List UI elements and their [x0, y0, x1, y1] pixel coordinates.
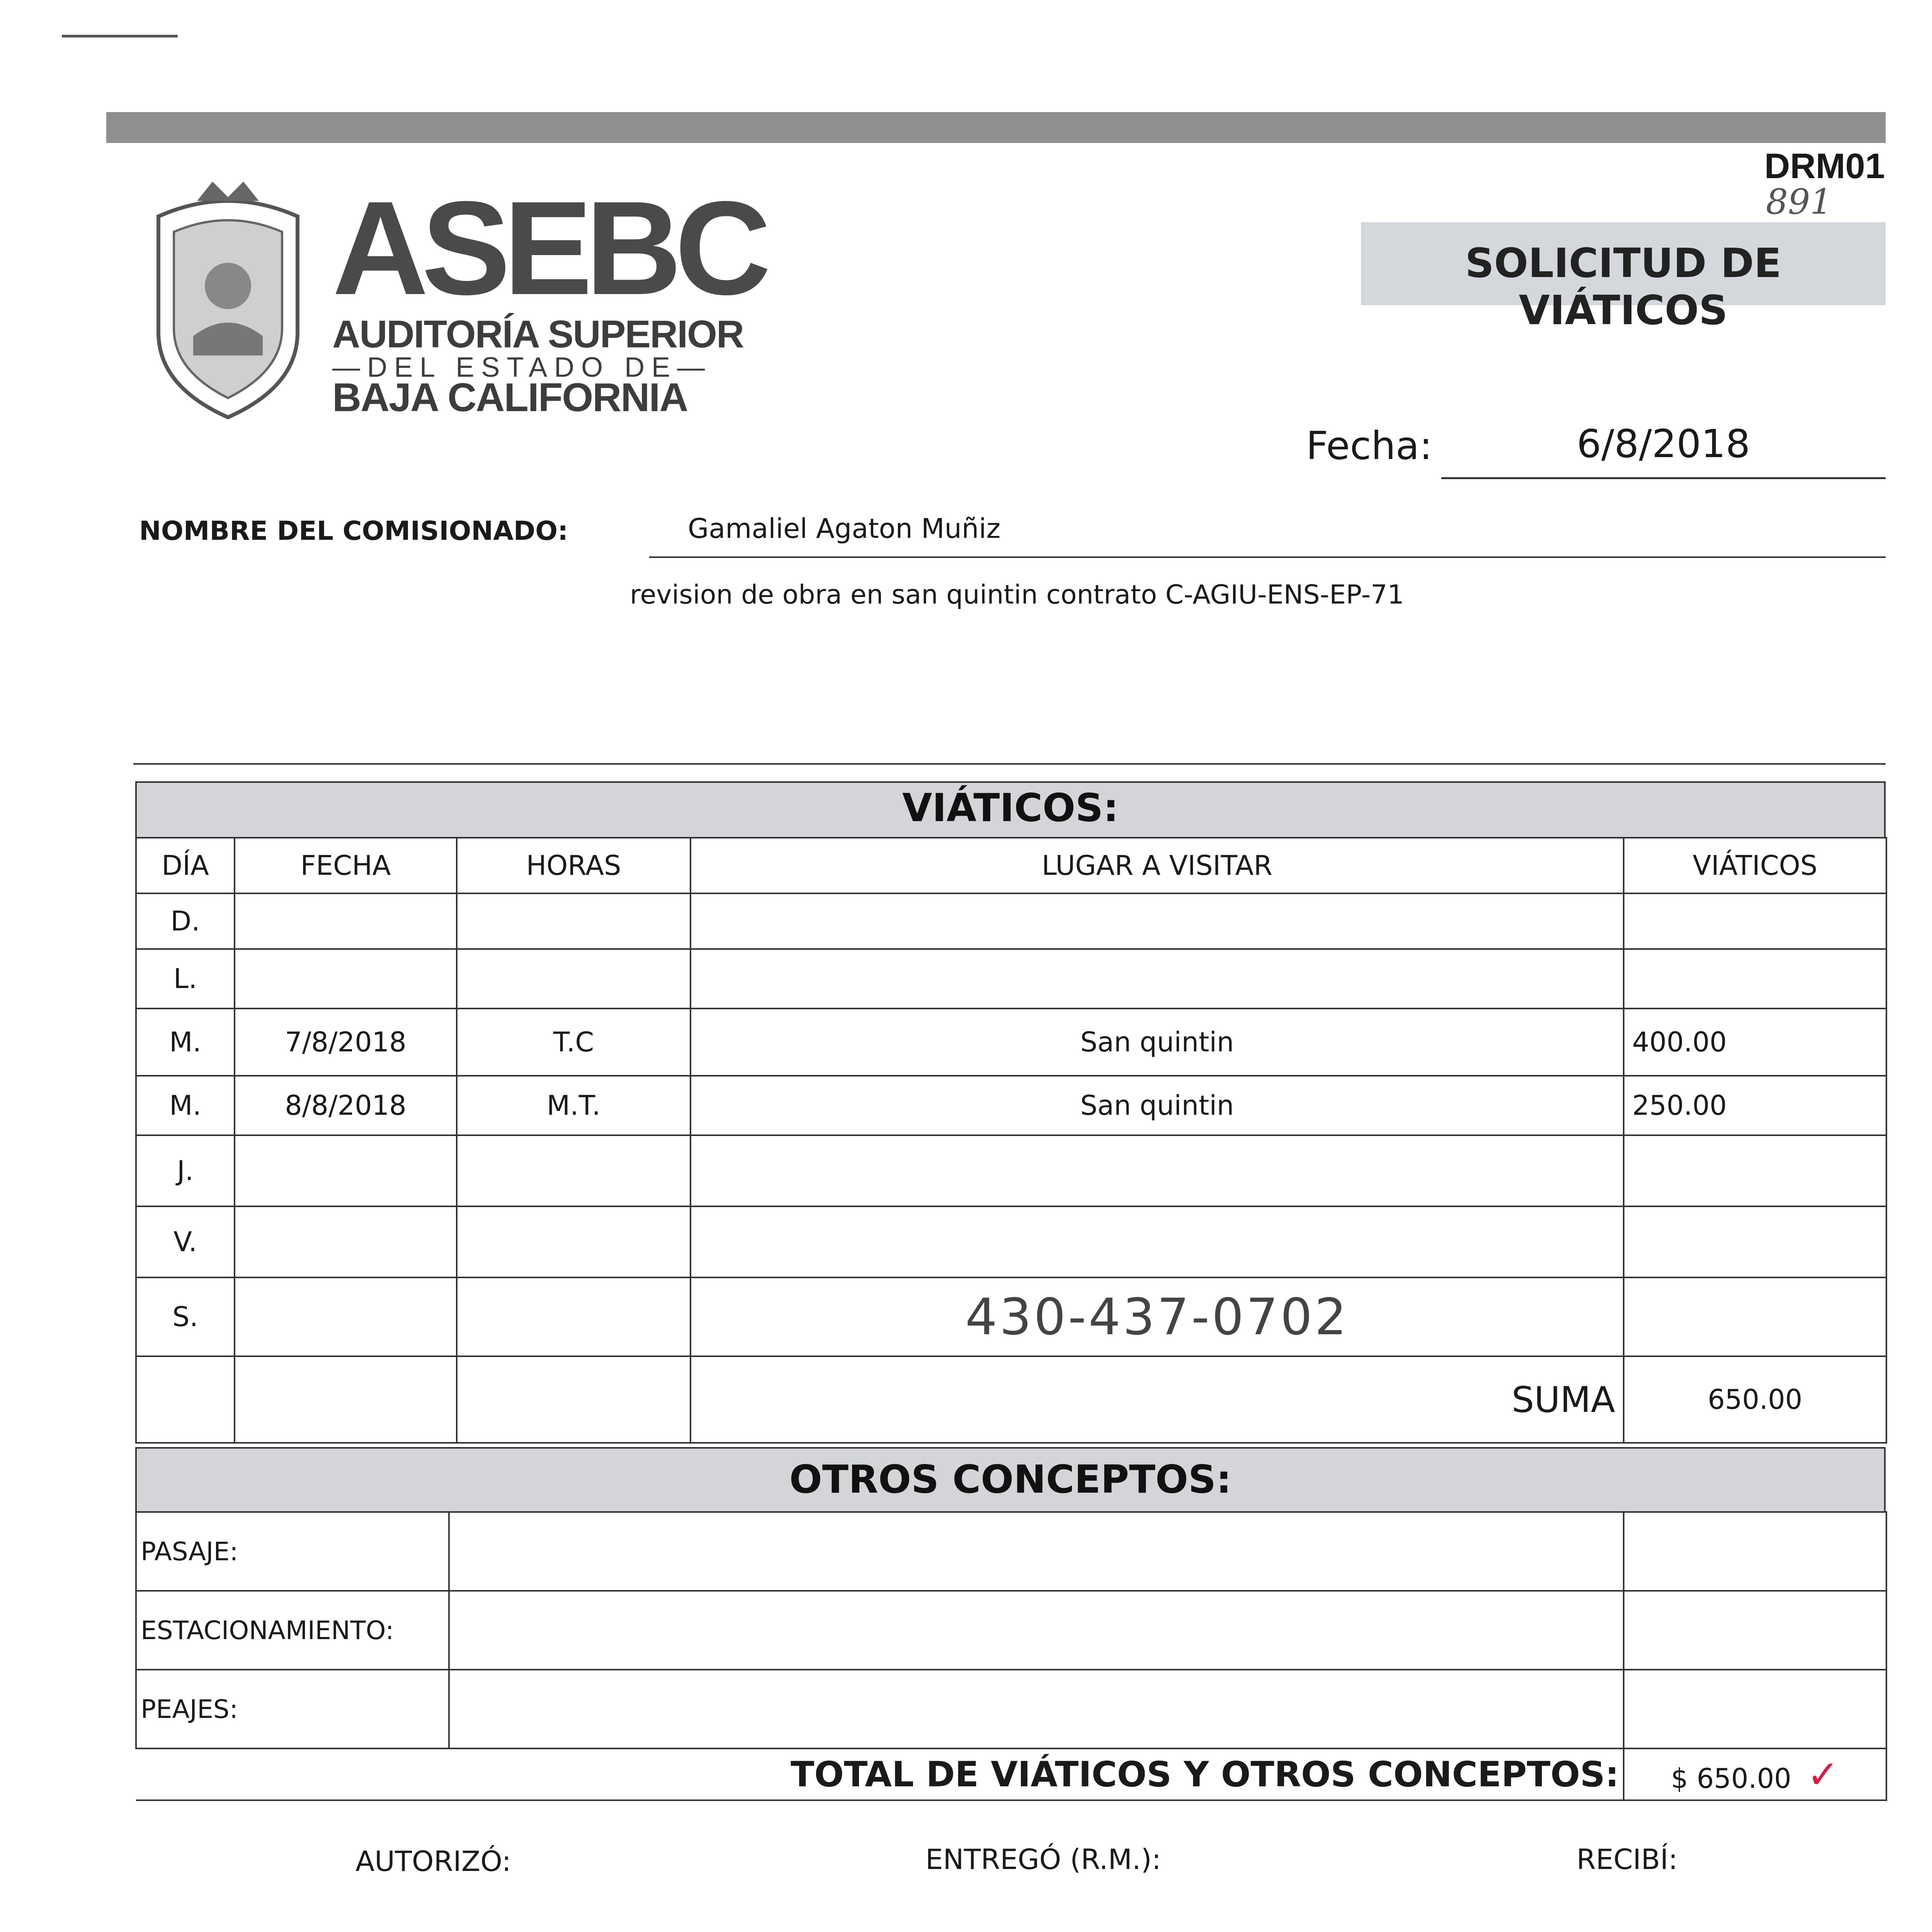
otros-label-pasaje: PASAJE:: [136, 1512, 449, 1591]
handwritten-phone: 430-437-0702: [690, 1277, 1624, 1356]
logo-line-3: BAJA CALIFORNIA: [332, 375, 688, 420]
cell-viaticos: [1624, 1135, 1886, 1206]
entrego-label: ENTREGÓ (R.M.):: [925, 1843, 1161, 1876]
cell-viaticos: [1624, 893, 1886, 949]
table-row: [136, 1076, 1886, 1135]
top-bar: [106, 112, 1886, 143]
table-row: [136, 1591, 1886, 1670]
table-row: [136, 1277, 1886, 1356]
logo-line-1: AUDITORÍA SUPERIOR: [332, 313, 744, 356]
otros-detail: [449, 1512, 1624, 1591]
viaticos-section-title: VIÁTICOS:: [135, 781, 1886, 838]
cell-dia: J.: [136, 1135, 235, 1206]
otros-section-title: OTROS CONCEPTOS:: [135, 1447, 1886, 1513]
total-cell: [1624, 1748, 1886, 1800]
otros-label-peajes: PEAJES:: [136, 1670, 449, 1748]
cell-viaticos: [1624, 949, 1886, 1009]
cell-fecha: [235, 1277, 457, 1356]
cell-empty: [136, 1356, 235, 1443]
cell-horas: [457, 893, 690, 949]
cell-viaticos: [1624, 1206, 1886, 1277]
cell-horas: [457, 949, 690, 1009]
total-label: TOTAL DE VIÁTICOS Y OTROS CONCEPTOS:: [136, 1748, 1624, 1800]
table-row: [136, 1135, 1886, 1206]
cell-fecha: 7/8/2018: [235, 1009, 457, 1076]
logo-acronym: ASEBC: [332, 174, 764, 323]
cell-horas: T.C: [457, 1009, 690, 1076]
cell-horas: M.T.: [457, 1076, 690, 1135]
otros-amount: [1624, 1512, 1886, 1591]
table-row: [136, 893, 1886, 949]
otros-amount: [1624, 1591, 1886, 1670]
column-header-fecha: FECHA: [235, 838, 457, 893]
cell-horas: [457, 1277, 690, 1356]
cell-fecha: [235, 949, 457, 1009]
table-row: [136, 1512, 1886, 1591]
motivo-underline: [133, 763, 1886, 765]
motivo-text: revision de obra en san quintin contrato C-AGIU-ENS-EP-71: [630, 580, 1404, 610]
table-row: [136, 1009, 1886, 1076]
form-title: SOLICITUD DE VIÁTICOS: [1465, 240, 1782, 334]
cell-fecha: [235, 1135, 457, 1206]
column-header-viaticos: VIÁTICOS: [1624, 838, 1886, 893]
otros-detail: [449, 1670, 1624, 1748]
cell-lugar: San quintin: [690, 1076, 1624, 1135]
suma-row: [136, 1356, 1886, 1443]
viaticos-header-row: [136, 838, 1886, 893]
comisionado-underline: [649, 556, 1886, 558]
cell-viaticos: [1624, 1277, 1886, 1356]
total-value: $ 650.00: [1671, 1762, 1791, 1794]
form-code: DRM01: [1764, 146, 1885, 186]
column-header-dia: DÍA: [136, 838, 235, 893]
otros-label-estacionamiento: ESTACIONAMIENTO:: [136, 1591, 449, 1670]
cell-dia: V.: [136, 1206, 235, 1277]
column-header-lugar: LUGAR A VISITAR: [690, 838, 1624, 893]
cell-empty: [457, 1356, 690, 1443]
fecha-value: 6/8/2018: [1577, 421, 1750, 466]
otros-detail: [449, 1591, 1624, 1670]
cell-lugar: [690, 949, 1624, 1009]
cell-dia: D.: [136, 893, 235, 949]
table-row: [136, 949, 1886, 1009]
cell-lugar: San quintin: [690, 1009, 1624, 1076]
autorizo-label: AUTORIZÓ:: [355, 1845, 511, 1878]
suma-value: 650.00: [1624, 1356, 1886, 1443]
cell-viaticos: 400.00: [1624, 1009, 1886, 1076]
logo-line-2: —DEL ESTADO DE—: [332, 352, 712, 383]
suma-label: SUMA: [690, 1356, 1624, 1443]
otros-amount: [1624, 1670, 1886, 1748]
corner-mark: [62, 35, 178, 37]
cell-horas: [457, 1206, 690, 1277]
cell-lugar: [690, 893, 1624, 949]
cell-fecha: [235, 1206, 457, 1277]
cell-fecha: 8/8/2018: [235, 1076, 457, 1135]
coat-of-arms-icon: [135, 170, 321, 433]
column-header-horas: HORAS: [457, 838, 690, 893]
table-row: [136, 1206, 1886, 1277]
check-mark-icon: ✓: [1806, 1752, 1839, 1797]
otros-table: [135, 1511, 1887, 1801]
cell-dia: S.: [136, 1277, 235, 1356]
cell-dia: M.: [136, 1076, 235, 1135]
table-row: [136, 1670, 1886, 1748]
comisionado-label: NOMBRE DEL COMISIONADO:: [139, 516, 568, 546]
cell-fecha: [235, 893, 457, 949]
cell-dia: M.: [136, 1009, 235, 1076]
fecha-label: Fecha:: [1306, 423, 1432, 468]
fecha-underline: [1441, 477, 1886, 479]
form-number: 891: [1766, 182, 1832, 222]
recibi-label: RECIBÍ:: [1577, 1843, 1678, 1876]
cell-lugar: [690, 1206, 1624, 1277]
cell-horas: [457, 1135, 690, 1206]
comisionado-value: Gamaliel Agaton Muñiz: [688, 513, 1001, 544]
cell-viaticos: 250.00: [1624, 1076, 1886, 1135]
total-row: [136, 1748, 1886, 1800]
viaticos-table: [135, 837, 1887, 1444]
cell-lugar: [690, 1135, 1624, 1206]
cell-dia: L.: [136, 949, 235, 1009]
cell-empty: [235, 1356, 457, 1443]
